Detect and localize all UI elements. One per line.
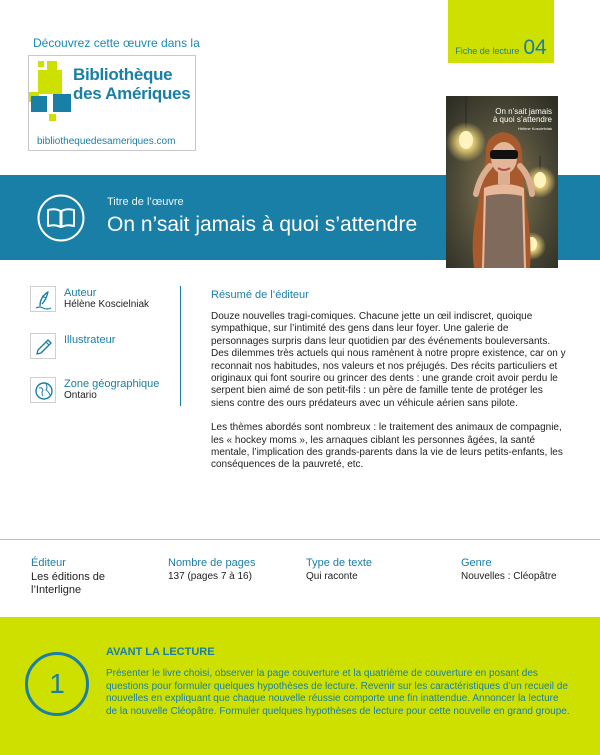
fiche-label: Fiche de lecture xyxy=(455,46,520,56)
cover-author: Hélène Koscielniak xyxy=(517,126,552,131)
before-reading-title: AVANT LA LECTURE xyxy=(106,646,215,658)
cover-title-line-2: à quoi s’attendre xyxy=(492,115,552,124)
globe-icon xyxy=(30,377,56,403)
pages-label: Nombre de pages xyxy=(168,557,256,569)
fiche-tab xyxy=(448,0,554,63)
logo-square xyxy=(53,94,71,112)
cover-title xyxy=(472,108,552,124)
horizontal-divider xyxy=(0,539,600,540)
resume-paragraph-1: Douze nouvelles tragi-comiques. Chacune jette un œil indiscret, quoique sympathique, sur l’intimité des gens dans leur foyer. Une galerie de personnages surpris dans leur quotidien par des événements bouleversants. Des dilemmes très actuels qui nous ramènent à notre propre existence, car on y reconnait nos habitudes, nos valeurs et nos préjugés. Des récits particuliers et originaux qui font sourire ou grincer des dents : une grande croit avoir perdu le serpent bien aimé de son petit-fils : un père de famille tente de protéger les siens contre des ours prédateurs avec un véhicule aérien sans pilote. xyxy=(211,311,566,409)
before-reading-text: Présenter le livre choisi, observer la page couverture et la quatrième de couverture en posant des questions pour formuler quelques hypothèses de lecture. Revenir sur les caractéristiques d’un recueil de nouvelles en expliquant que chaque nouvelle réussie comporte une fin inattendue. Annoncer la lecture de la nouvelle Cléopâtre. Formuler quelques hypothèses de lecture pour cette nouvelle en grand groupe. xyxy=(106,668,570,717)
step-badge xyxy=(25,652,89,716)
pages-value: 137 (pages 7 à 16) xyxy=(168,571,252,582)
resume-paragraph-2: Les thèmes abordés sont nombreux : le traitement des animaux de compagnie, les « hockey moms », les arnaques ciblant les personnes âgées, la santé mentale, l’implication des grands-parents dans la vie de leurs petits-enfants, les conséquences de la pauvreté, etc. xyxy=(211,422,563,471)
editeur-value: Les éditions de l’Interligne xyxy=(31,571,105,596)
author-label: Auteur xyxy=(64,287,97,299)
pencil-icon xyxy=(30,333,56,359)
open-book-icon xyxy=(37,194,85,242)
resume-label: Résumé de l’éditeur xyxy=(211,289,309,301)
zone-value: Ontario xyxy=(64,390,97,401)
library-logo[interactable] xyxy=(28,55,196,151)
fiche-number: 04 xyxy=(523,36,547,59)
fact-editeur xyxy=(31,557,151,596)
logo-square xyxy=(31,96,47,112)
type-label: Type de texte xyxy=(306,557,373,569)
title-label: Titre de l’œuvre xyxy=(107,196,184,208)
editeur-label: Éditeur xyxy=(31,557,66,569)
fact-type xyxy=(306,557,436,583)
logo-wordmark xyxy=(73,65,190,103)
library-url[interactable]: bibliothequedesameriques.com xyxy=(37,136,176,147)
logo-line-1: Bibliothèque xyxy=(73,65,173,84)
logo-square xyxy=(38,70,62,94)
before-reading-section xyxy=(0,617,600,755)
author-value: Hélène Koscielniak xyxy=(64,299,150,310)
logo-line-2: des Amériques xyxy=(73,84,191,103)
fact-pages xyxy=(168,557,258,583)
logo-square xyxy=(49,114,56,121)
vertical-divider xyxy=(180,286,181,406)
zone-label: Zone géographique xyxy=(64,378,160,390)
genre-value: Nouvelles : Cléopâtre xyxy=(461,571,557,582)
book-cover[interactable] xyxy=(446,96,558,268)
logo-square xyxy=(38,61,44,67)
book-title: On n’sait jamais à quoi s’attendre xyxy=(107,213,418,236)
genre-label: Genre xyxy=(461,557,492,569)
fact-genre xyxy=(461,557,591,583)
type-value: Qui raconte xyxy=(306,571,358,582)
illustrator-label: Illustrateur xyxy=(64,334,116,346)
discover-text: Découvrez cette œuvre dans la xyxy=(33,36,200,50)
resume-text xyxy=(211,311,567,484)
quill-icon xyxy=(30,286,56,312)
cover-title-line-1: On n’sait jamais xyxy=(495,107,552,116)
step-number: 1 xyxy=(49,668,65,699)
